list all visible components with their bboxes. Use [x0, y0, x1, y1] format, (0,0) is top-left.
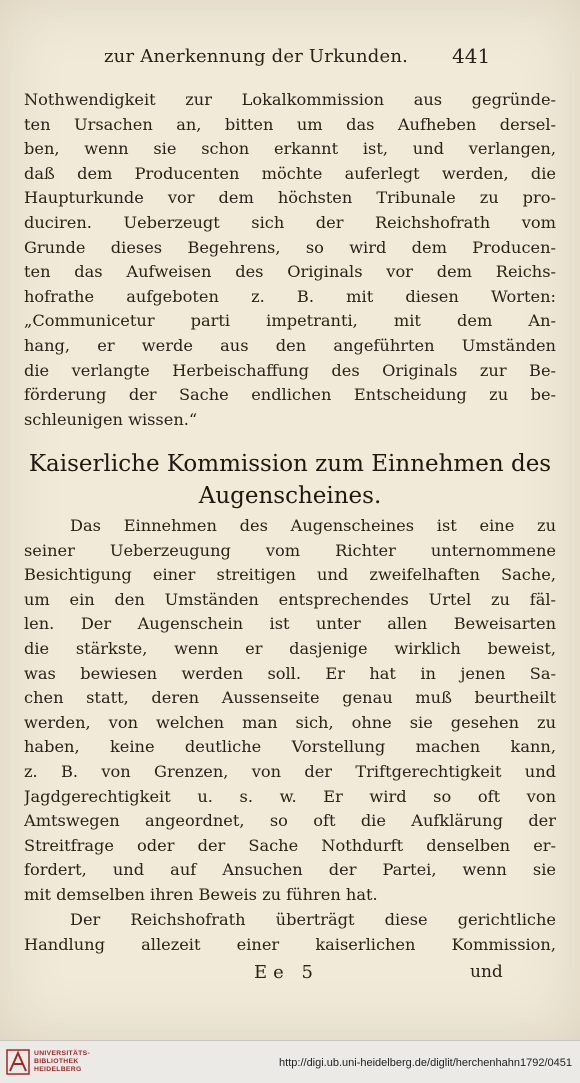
- text-line: chen statt, deren Aussenseite genau muß beurtheilt: [24, 688, 556, 708]
- text-line: Handlung allezeit einer kaiserlichen Kommission,: [24, 934, 556, 954]
- page-footer: [0, 962, 580, 988]
- text-line: ten Ursachen an, bitten um das Aufheben dersel-: [24, 114, 556, 134]
- text-line: die verlangte Herbeischaffung des Originals zur Be-: [24, 360, 556, 380]
- text-line: Jagdgerechtigkeit u. s. w. Er wird so oft von: [24, 786, 556, 806]
- library-logo[interactable]: [6, 1047, 126, 1077]
- text-line: werden, von welchen man sich, ohne sie gesehen zu: [24, 712, 556, 732]
- text-line: fordert, und auf Ansuchen der Partei, wenn sie: [24, 860, 556, 880]
- text-line: Amtswegen angeordnet, so oft die Aufklärung der: [24, 811, 556, 831]
- text-line: seiner Ueberzeugung vom Richter unternommene: [24, 540, 556, 560]
- library-seal-icon: [6, 1049, 30, 1075]
- page-number: 441: [452, 44, 491, 68]
- running-head: zur Anerkennung der Urkunden.: [104, 46, 409, 67]
- text-line: Streitfrage oder der Sache Nothdurft denselben er-: [24, 835, 556, 855]
- paragraph-1: [24, 88, 556, 432]
- section-heading: [24, 448, 556, 512]
- text-line: z. B. von Grenzen, von der Triftgerechtigkeit und: [24, 761, 556, 781]
- text-line: die stärkste, wenn er dasjenige wirklich beweist,: [24, 638, 556, 658]
- paragraph-3: [24, 908, 556, 957]
- text-line: daß dem Producenten möchte auferlegt werden, die: [24, 163, 556, 183]
- text-line: Haupturkunde vor dem höchsten Tribunale zu pro-: [24, 188, 556, 208]
- text-line: Besichtigung einer streitigen und zweifelhaften Sache,: [24, 565, 556, 585]
- text-line: „Communicetur parti impetranti, mit dem An-: [24, 311, 556, 331]
- text-line: ben, wenn sie schon erkannt ist, und verlangen,: [24, 139, 556, 159]
- viewer-footer-bar: [0, 1040, 580, 1083]
- text-line: len. Der Augenschein ist unter allen Beweisarten: [24, 614, 556, 634]
- page-header: [0, 42, 580, 76]
- source-url[interactable]: http://digi.ub.uni-heidelberg.de/diglit/herchenhahn1792/0451: [279, 1057, 572, 1069]
- library-logo-text: UNIVERSITÄTS- BIBLIOTHEK HEIDELBERG: [34, 1050, 91, 1073]
- text-line: förderung der Sache endlichen Entscheidung zu be-: [24, 385, 556, 405]
- text-line: schleunigen wissen.“: [24, 409, 198, 429]
- catchword: und: [470, 962, 503, 982]
- text-line: hofrathe aufgeboten z. B. mit diesen Worten:: [24, 286, 556, 306]
- heading-line: Kaiserliche Kommission zum Einnehmen des: [28, 451, 552, 477]
- heading-line: Augenscheines.: [198, 483, 382, 509]
- text-line: ten das Aufweisen des Originals vor dem Reichs-: [24, 262, 556, 282]
- text-line: Das Einnehmen des Augenscheines ist eine zu: [70, 516, 556, 535]
- text-line: hang, er werde aus den angeführten Umständen: [24, 335, 556, 355]
- text-line: um ein den Umständen entsprechendes Urtel zu fäl-: [24, 589, 556, 609]
- text-line: Nothwendigkeit zur Lokalkommission aus gegründe-: [24, 90, 556, 109]
- text-line: duciren. Ueberzeugt sich der Reichshofrath vom: [24, 212, 556, 232]
- signature-mark: Ee 5: [254, 962, 319, 983]
- paragraph-2: [24, 514, 556, 908]
- text-line: haben, keine deutliche Vorstellung machen kann,: [24, 737, 556, 757]
- text-line: was bewiesen werden soll. Er hat in jenen Sa-: [24, 663, 556, 683]
- text-line: mit demselben ihren Beweis zu führen hat.: [24, 884, 378, 904]
- text-line: Grunde dieses Begehrens, so wird dem Producen-: [24, 237, 556, 257]
- text-line: Der Reichshofrath überträgt diese gerichtliche: [70, 910, 556, 929]
